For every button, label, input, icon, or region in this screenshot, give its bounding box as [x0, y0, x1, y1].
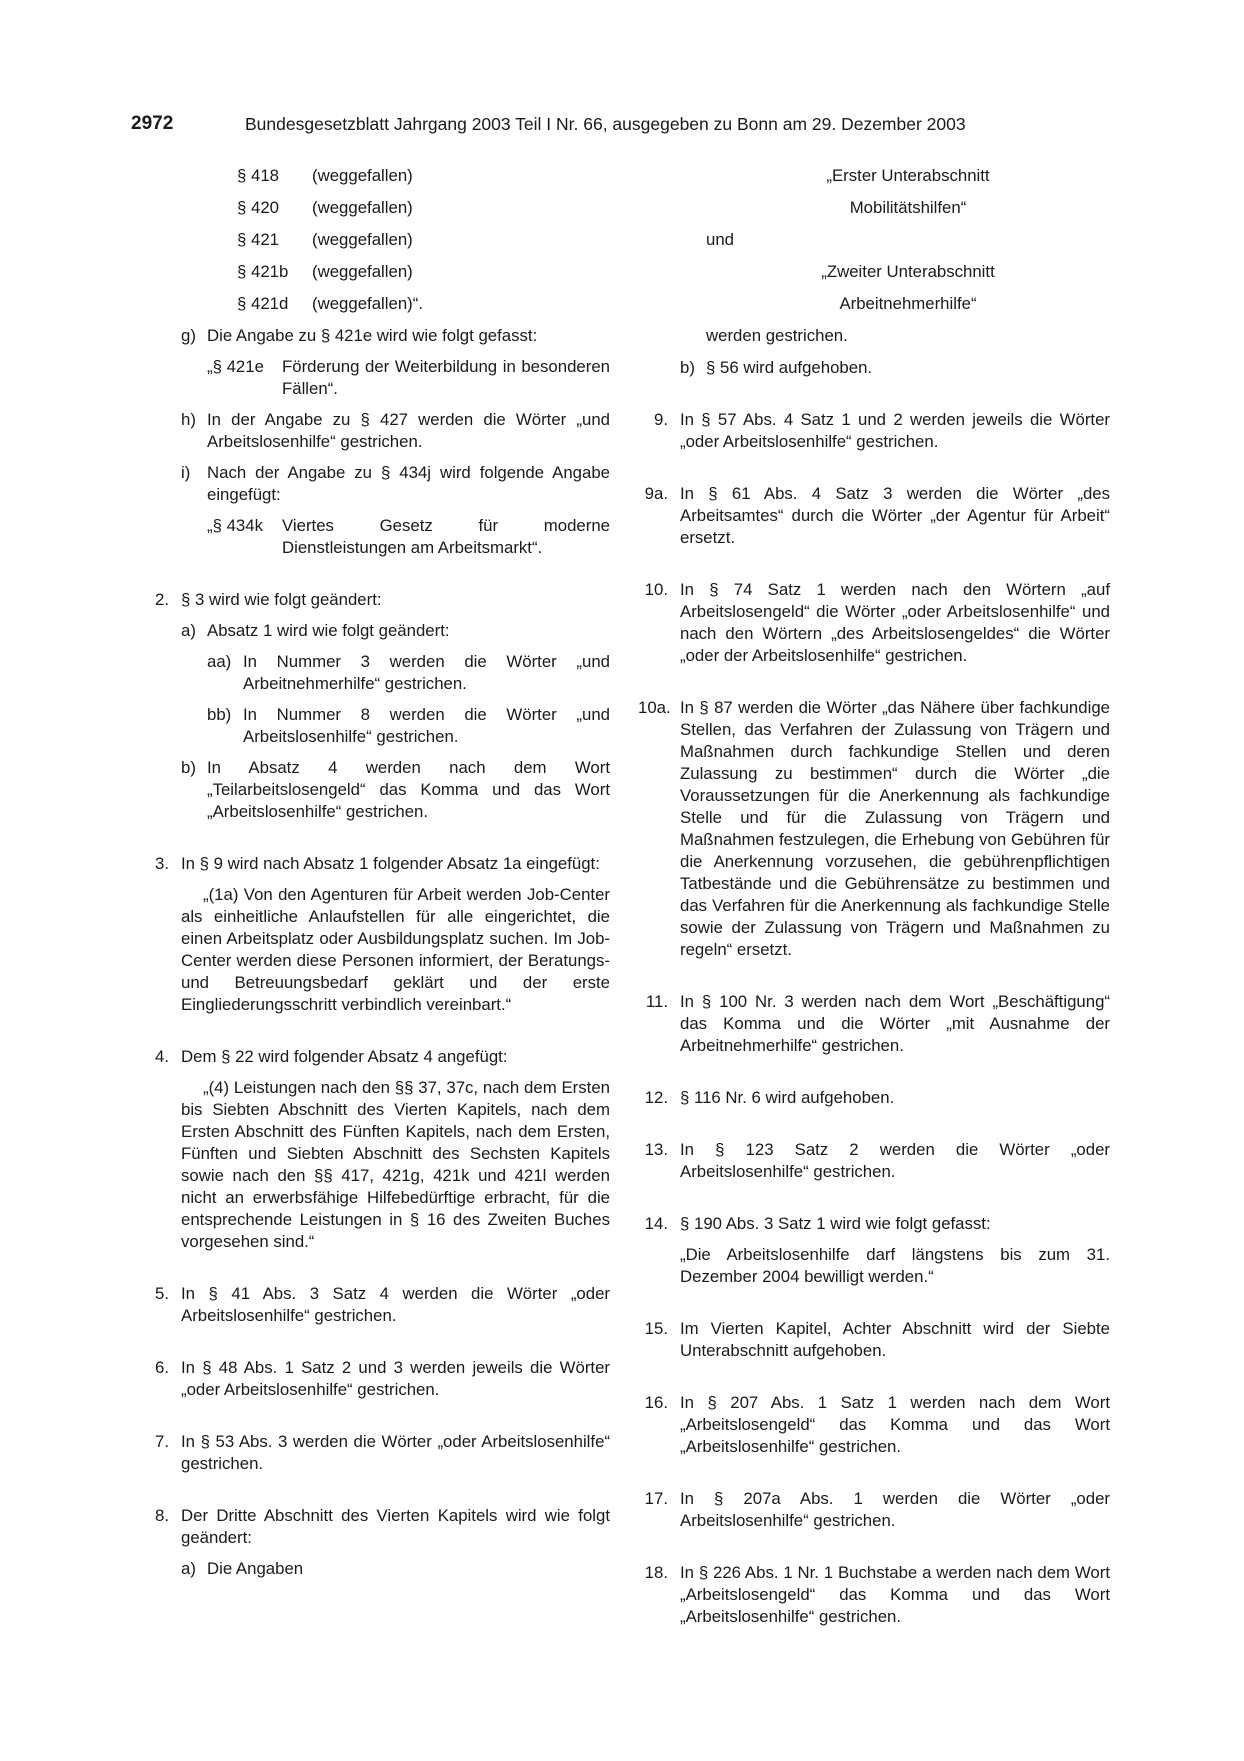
- subitem-b: b) In Absatz 4 werden nach dem Wort „Teilarbeitslosengeld“ das Komma und das Wort „Arbeitslosenhilfe“ gestrichen.: [181, 758, 610, 821]
- item-8-continued: „Erster Unterabschnitt Mobilitätshilfen“ und „Zweiter Unterabschnitt Arbeitnehmerhilfe“ werden gestrichen. b) § 56 wird aufgehoben.: [638, 165, 1110, 379]
- item-8: 8. Der Dritte Abschnitt des Vierten Kapitels wird wie folgt geändert: a) Die Angaben: [155, 1506, 610, 1578]
- item-16: 16. In § 207 Abs. 1 Satz 1 werden nach dem Wort „Arbeitslosengeld“ das Komma und das Wort „Arbeitslosenhilfe“ gestrichen.: [644, 1393, 1110, 1456]
- subsection-heading: „Erster Unterabschnitt: [826, 166, 990, 185]
- item-15: 15. Im Vierten Kapitel, Achter Abschnitt wird der Siebte Unterabschnitt aufgehoben.: [644, 1319, 1110, 1360]
- item-9: 9. In § 57 Abs. 4 Satz 1 und 2 werden jeweils die Wörter „oder Arbeitslosenhilfe“ gestrichen.: [654, 410, 1110, 451]
- subitem-i: i) Nach der Angabe zu § 434j wird folgende Angabe eingefügt: „§ 434k Viertes Gesetz für moderne Dienstleistungen am Arbeitsmarkt“.: [181, 463, 610, 557]
- item-14: 14. § 190 Abs. 3 Satz 1 wird wie folgt gefasst: „Die Arbeitslosenhilfe darf längstens bis zum 31. Dezember 2004 bewilligt werden.“: [644, 1214, 1110, 1286]
- left-column: [139, 165, 610, 1610]
- omitted-entry: § 418 (weggefallen): [237, 166, 413, 185]
- subitem-b: b) § 56 wird aufgehoben.: [680, 358, 873, 377]
- subsection-heading: Mobilitätshilfen“: [849, 198, 967, 217]
- omitted-entry: § 420 (weggefallen): [237, 198, 413, 217]
- quoted-paragraph: „(1a) Von den Agenturen für Arbeit werden Job-Center als einheitliche Anlaufstellen für alle eingerichtet, die einen Arbeitsplatz oder Ausbildungsplatz suchen. Im Job-Center werden diese Personen informiert, der Beratungs- und Betreuungsbedarf geklärt und der erste Eingliederungsschritt verbindlich vereinbart.“: [181, 885, 610, 1014]
- item-17: 17. In § 207a Abs. 1 werden die Wörter „oder Arbeitslosenhilfe“ gestrichen.: [644, 1489, 1110, 1530]
- subsection-heading: „Zweiter Unterabschnitt: [821, 262, 995, 281]
- quoted-entry: „§ 421e Förderung der Weiterbildung in besonderen Fällen“.: [207, 357, 610, 398]
- item-11: 11. In § 100 Nr. 3 werden nach dem Wort „Beschäftigung“ das Komma und die Wörter „mit Ausnahme der Arbeitnehmerhilfe“ gestrichen.: [645, 992, 1110, 1055]
- subitem-bb: bb) In Nummer 8 werden die Wörter „und Arbeitslosenhilfe“ gestrichen.: [207, 705, 610, 746]
- quoted-paragraph: „(4) Leistungen nach den §§ 37, 37c, nach dem Ersten bis Siebten Abschnitt des Vierten Kapitels, nach dem Ersten Abschnitt des Fünften Kapitels, nach dem Ersten, Fünften und Siebten Abschnitt des Sechsten Kapitels sowie nach den §§ 417, 421g, 421k und 421l werden nicht an erwerbsfähige Hilfebedürftige erbracht, für die entsprechende Leistungen in § 16 des Zweiten Buches vorgesehen sind.“: [181, 1078, 610, 1251]
- omitted-entry: § 421d (weggefallen)“.: [237, 294, 423, 313]
- subitem-a: a) Die Angaben: [181, 1559, 304, 1578]
- item-7: 7. In § 53 Abs. 3 werden die Wörter „oder Arbeitslosenhilfe“ gestrichen.: [155, 1432, 610, 1473]
- subsection-heading: Arbeitnehmerhilfe“: [839, 294, 977, 313]
- right-column: [638, 165, 1110, 1658]
- page-header: [131, 113, 1114, 139]
- item-12: 12. § 116 Nr. 6 wird aufgehoben.: [644, 1088, 895, 1107]
- omitted-entry: § 421b (weggefallen): [237, 262, 413, 281]
- item-18: 18. In § 226 Abs. 1 Nr. 1 Buchstabe a werden nach dem Wort „Arbeitslosengeld“ das Komma und das Wort „Arbeitslosenhilfe“ gestrichen.: [644, 1563, 1110, 1626]
- item-10a: 10a. In § 87 werden die Wörter „das Nähere über fachkundige Stellen, das Verfahren der Zulassung von Trägern und Maßnahmen durch fachkundige Stellen und deren Zulassung zu bestimmen“ durch die Wörter „die Voraussetzungen für die Anerkennung als fachkundige Stelle und für die Zulassung von Trägern und Maßnahmen festzulegen, die Erhebung von Gebühren für die Anerkennung vorzusehen, die gebührenpflichtigen Tatbestände und die Gebührensätze zu bestimmen und das Verfahren für die Anerkennung als fachkundige Stelle sowie der Zulassung von Trägern und Maßnahmen zu regeln“ ersetzt.: [638, 698, 1110, 959]
- item-10: 10. In § 74 Satz 1 werden nach den Wörtern „auf Arbeitslosengeld“ die Wörter „oder Arbeitslosenhilfe“ und nach den Wörtern „des Arbeitslosengeldes“ die Wörter „oder der Arbeitslosenhilfe“ gestrichen.: [644, 580, 1110, 665]
- item-9a: 9a. In § 61 Abs. 4 Satz 3 werden die Wörter „des Arbeitsamtes“ durch die Wörter „der Agentur für Arbeit“ ersetzt.: [644, 484, 1110, 547]
- omitted-entry: § 421 (weggefallen): [237, 230, 413, 249]
- item-3: 3. In § 9 wird nach Absatz 1 folgender Absatz 1a eingefügt: „(1a) Von den Agenturen für Arbeit werden Job-Center als einheitliche Anlaufstellen für alle eingerichtet, die einen Arbeitsplatz oder Ausbildungsplatz suchen. Im Job-Center werden diese Personen informiert, der Beratungs- und Betreuungsbedarf geklärt und der erste Eingliederungsschritt verbindlich vereinbart.“: [155, 854, 610, 1014]
- subitem-a: a) Absatz 1 wird wie folgt geändert: aa) In Nummer 3 werden die Wörter „und Arbeitnehmerhilfe“ gestrichen. bb) In Nummer 8 werden die Wörter „und Arbeitslosenhilfe“ gestrichen.: [181, 621, 610, 746]
- subitem-g: g) Die Angabe zu § 421e wird wie folgt gefasst: „§ 421e Förderung der Weiterbildung in besonderen Fällen“.: [181, 326, 610, 398]
- subitem-aa: aa) In Nummer 3 werden die Wörter „und Arbeitnehmerhilfe“ gestrichen.: [207, 652, 610, 693]
- item-5: 5. In § 41 Abs. 3 Satz 4 werden die Wörter „oder Arbeitslosenhilfe“ gestrichen.: [155, 1284, 610, 1325]
- quoted-entry: „§ 434k Viertes Gesetz für moderne Dienstleistungen am Arbeitsmarkt“.: [207, 516, 610, 557]
- item-2: 2. § 3 wird wie folgt geändert: a) Absatz 1 wird wie folgt geändert: aa) In Nummer 3 werden die Wörter „und Arbeitnehmerhilfe“ gestrichen. bb) In Nummer 8 werden die Wörter „und Arbeitslosenhilfe“ gestrichen. b) In Absatz 4 werden nach dem Wort „Teilarbeitslosengeld“ das Komma und das Wort „Arbeitslosenhilfe“ gestrichen.: [155, 590, 610, 821]
- item-4: 4. Dem § 22 wird folgender Absatz 4 angefügt: „(4) Leistungen nach den §§ 37, 37c, nach dem Ersten bis Siebten Abschnitt des Vierten Kapitels, nach dem Ersten Abschnitt des Fünften Kapitels, nach dem Ersten, Fünften und Siebten Abschnitt des Sechsten Kapitels sowie nach den §§ 417, 421g, 421k und 421l werden nicht an erwerbsfähige Hilfebedürftige erbracht, für die entsprechende Leistungen in § 16 des Zweiten Buches vorgesehen sind.“: [155, 1047, 610, 1251]
- running-title: Bundesgesetzblatt Jahrgang 2003 Teil I Nr. 66, ausgegeben zu Bonn am 29. Dezember 2003: [245, 114, 966, 134]
- item-13: 13. In § 123 Satz 2 werden die Wörter „oder Arbeitslosenhilfe“ gestrichen.: [644, 1140, 1110, 1181]
- item-6: 6. In § 48 Abs. 1 Satz 2 und 3 werden jeweils die Wörter „oder Arbeitslosenhilfe“ gestrichen.: [155, 1358, 610, 1399]
- item-1-continued: [139, 165, 610, 559]
- quoted-paragraph: „Die Arbeitslosenhilfe darf längstens bis zum 31. Dezember 2004 bewilligt werden.“: [680, 1245, 1110, 1286]
- page-number: 2972: [131, 113, 174, 134]
- subitem-h: h) In der Angabe zu § 427 werden die Wörter „und Arbeitslosenhilfe“ gestrichen.: [181, 410, 610, 451]
